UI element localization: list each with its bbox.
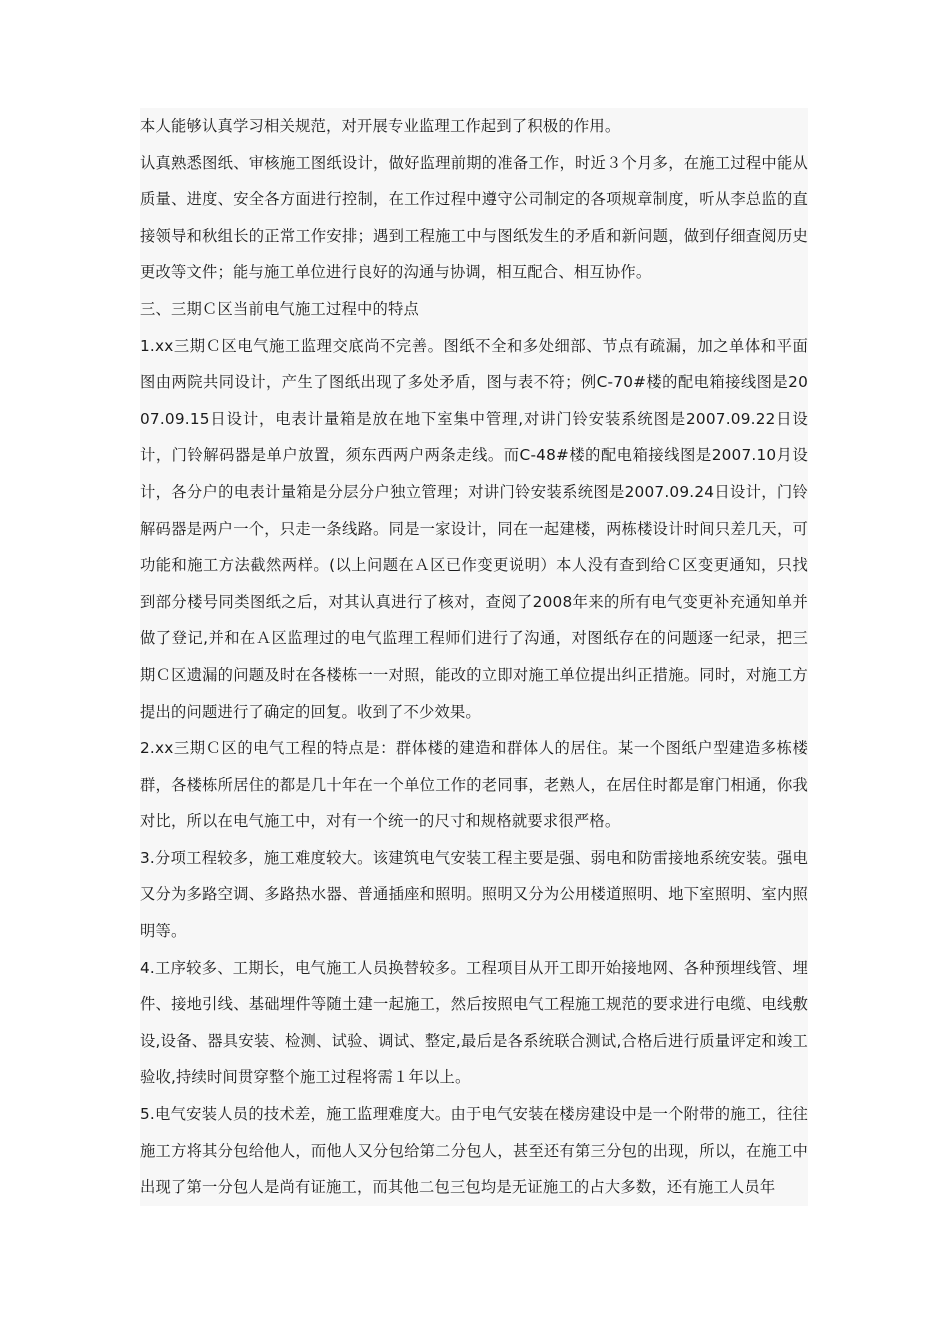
paragraph-point-2: 2.xx三期Ｃ区的电气工程的特点是：群体楼的建造和群体人的居住。某一个图纸户型建造多栋楼群，各楼栋所居住的都是几十年在一个单位工作的老同事，老熟人，在居住时都是窜门相通，你我对比，所以在电气施工中，对有一个统一的尺寸和规格就要求很严格。 (140, 739, 808, 831)
paragraph-point-3: 3.分项工程较多，施工难度较大。该建筑电气安装工程主要是强、弱电和防雷接地系统安装。强电又分为多路空调、多路热水器、普通插座和照明。照明又分为公用楼道照明、地下室照明、室内照明等。 (140, 848, 808, 941)
paragraph-point-4: 4.工序较多、工期长，电气施工人员换替较多。工程项目从开工即开始接地网、各种预埋线管、埋件、接地引线、基础埋件等随土建一起施工，然后按照电气工程施工规范的要求进行电缆、电线敷设,设备、器具安装、检测、试验、调试、整定,最后是各系统联合测试,合格后进行质量评定和竣工验收,持续时间贯穿整个施工过程将需１年以上。 (140, 958, 808, 1087)
document-body (140, 108, 808, 1206)
paragraph-point-1: 1.xx三期Ｃ区电气施工监理交底尚不完善。图纸不全和多处细部、节点有疏漏，加之单体和平面图由两院共同设计，产生了图纸出现了多处矛盾，图与表不符；例C-70#楼的配电箱接线图是2007.09.15日设计，电表计量箱是放在地下室集中管理,对讲门铃安装系统图是2007.09.22日设计，门铃解码器是单户放置，须东西两户两条走线。而C-48#楼的配电箱接线图是2007.10月设计，各分户的电表计量箱是分层分户独立管理；对讲门铃安装系统图是2007.09.24日设计，门铃解码器是两户一个，只走一条线路。同是一家设计，同在一起建楼，两栋楼设计时间只差几天，可功能和施工方法截然两样。(以上问题在Ａ区已作变更说明）本人没有查到给Ｃ区变更通知，只找到部分楼号同类图纸之后，对其认真进行了核对，查阅了2008年来的所有电气变更补充通知单并做了登记,并和在Ａ区监理过的电气监理工程师们进行了沟通，对图纸存在的问题逐一纪录，把三期Ｃ区遗漏的问题及时在各楼栋一一对照，能改的立即对施工单位提出纠正措施。同时，对施工方提出的问题进行了确定的回复。收到了不少效果。 (140, 336, 808, 721)
paragraph-preparation: 认真熟悉图纸、审核施工图纸设计，做好监理前期的准备工作，时近３个月多，在施工过程中能从质量、进度、安全各方面进行控制，在工作过程中遵守公司制定的各项规章制度，听从李总监的直接领导和秋组长的正常工作安排；遇到工程施工中与图纸发生的矛盾和新问题，做到仔细查阅历史更改等文件；能与施工单位进行良好的沟通与协调，相互配合、相互协作。 (140, 153, 808, 282)
paragraph-point-5: 5.电气安装人员的技术差，施工监理难度大。由于电气安装在楼房建设中是一个附带的施工，往往施工方将其分包给他人，而他人又分包给第二分包人，甚至还有第三分包的出现，所以，在施工中出现了第一分包人是尚有证施工，而其他二包三包均是无证施工的占大多数，还有施工人员年 (140, 1105, 808, 1197)
section-heading: 三、三期Ｃ区当前电气施工过程中的特点 (140, 299, 419, 318)
paragraph-intro: 本人能够认真学习相关规范，对开展专业监理工作起到了积极的作用。 (140, 117, 621, 135)
